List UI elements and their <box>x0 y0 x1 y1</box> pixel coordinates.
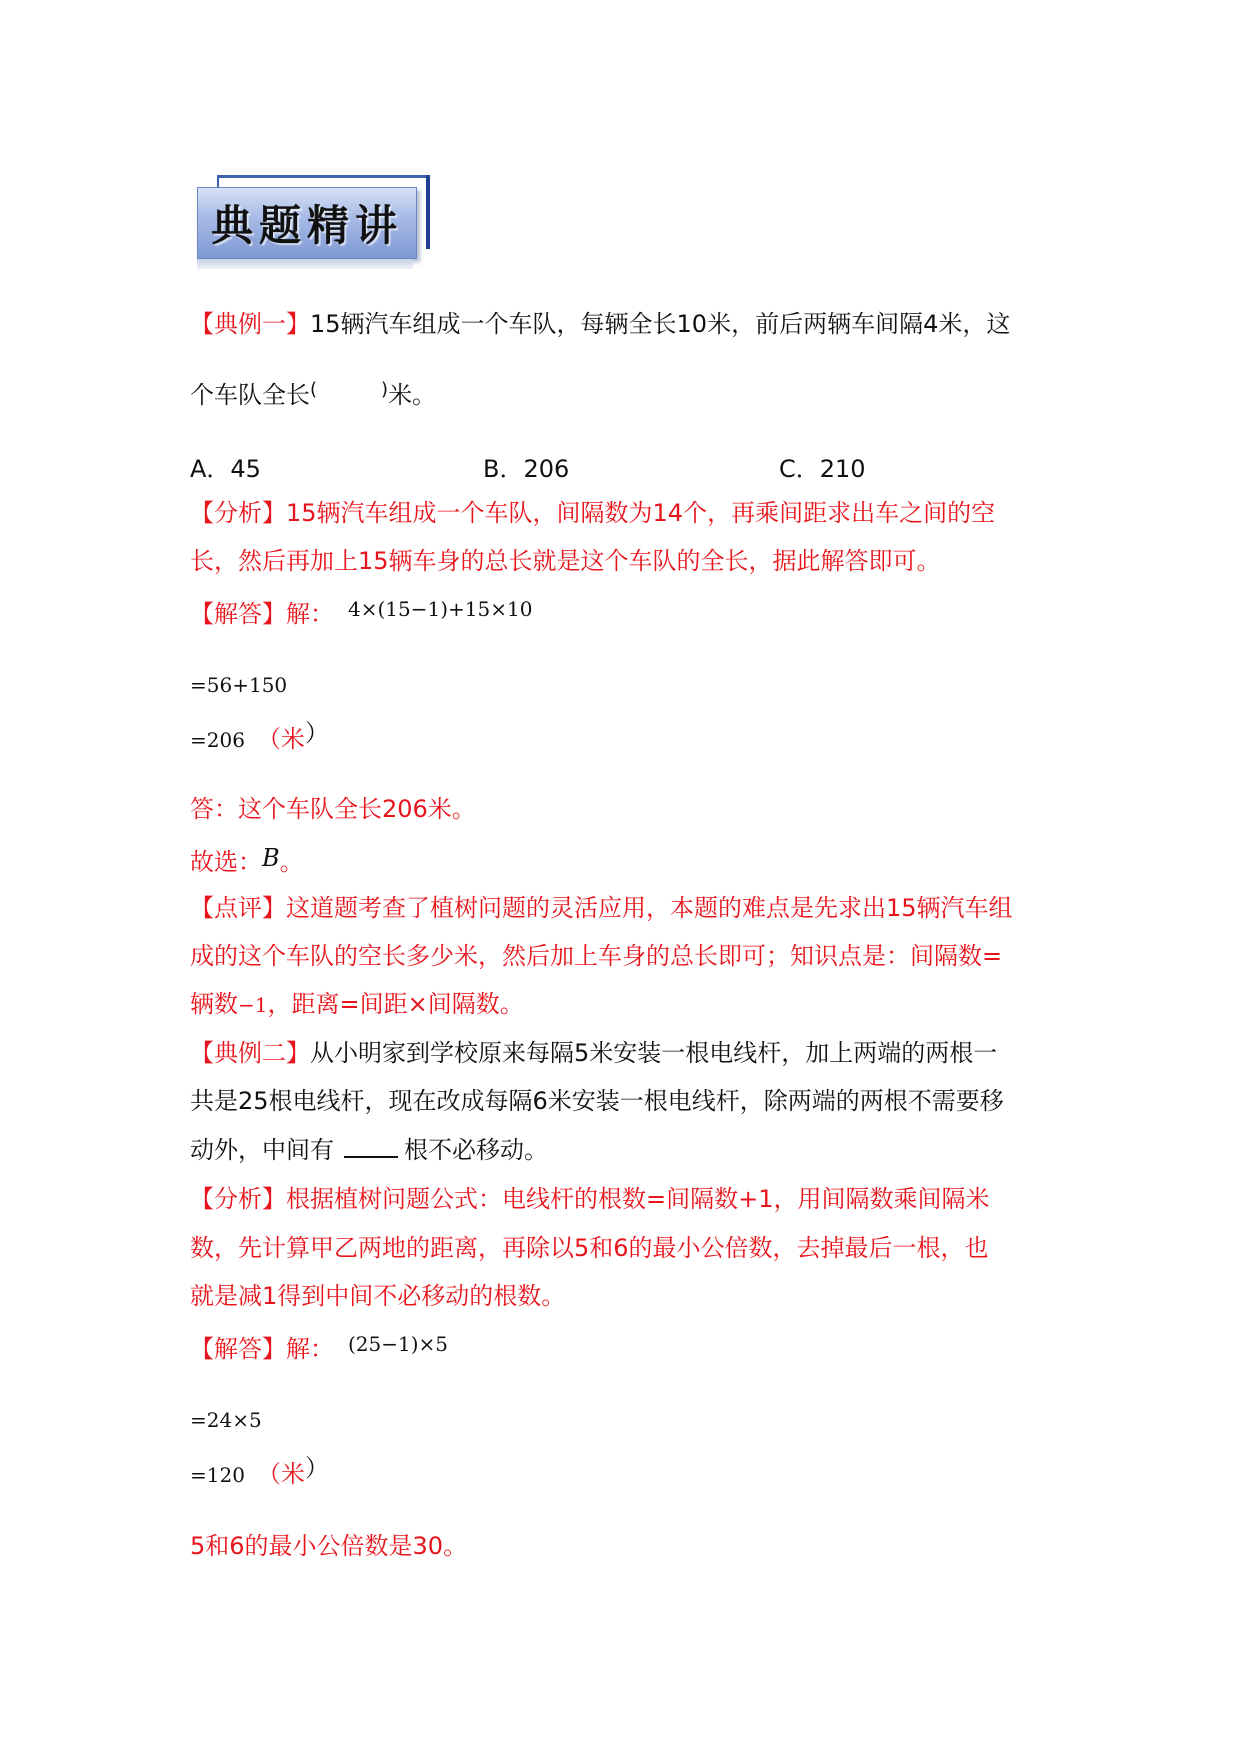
example1-step1 <box>190 668 287 701</box>
example2-analysis-line1 <box>190 1183 990 1215</box>
example2-analysis-line2: 数，先计算甲乙两地的距离，再除以5和6的最小公倍数，去掉最后一根，也 <box>190 1234 989 1262</box>
example1-question-text1: 15辆汽车组成一个车队，每辆全长10米，前后两辆车间隔4米，这 <box>310 310 1011 338</box>
example2-question-text3b: 根不必移动。 <box>404 1136 548 1164</box>
example2-step2 <box>190 1452 329 1491</box>
example1-paren-close: ) <box>381 379 389 400</box>
example1-option-c: C．210 <box>779 455 866 483</box>
section-banner <box>197 171 437 275</box>
example1-question-line2 <box>190 374 436 411</box>
example1-solution-line <box>190 593 532 630</box>
example2-question-line1 <box>190 1037 997 1069</box>
example1-question-line1 <box>190 308 1010 340</box>
example1-comment-math: −1 <box>238 993 268 1017</box>
example2-lcm-line: 5和6的最小公倍数是30。 <box>190 1532 468 1560</box>
example2-solution-expression: (25−1)×5 <box>348 1332 449 1356</box>
example1-answer: 答：这个车队全长206米。 <box>190 795 476 823</box>
example1-analysis-text1: 15辆汽车组成一个车队，间隔数为14个，再乘间距求出车之间的空 <box>286 499 996 527</box>
example2-question-line2: 共是25根电线杆，现在改成每隔6米安装一根电线杆，除两端的两根不需要移 <box>190 1087 1004 1115</box>
example2-solution-line <box>190 1328 448 1365</box>
example1-option-b: B．206 <box>483 455 570 483</box>
example1-analysis-line2: 长，然后再加上15辆车身的总长就是这个车队的全长，据此解答即可。 <box>190 547 941 575</box>
banner-shadow-base <box>197 259 413 269</box>
example2-analysis-line3: 就是减1得到中间不必移动的根数。 <box>190 1282 566 1310</box>
example1-comment-tag: 【点评】 <box>190 894 286 922</box>
example2-question-line3 <box>190 1134 548 1166</box>
example1-paren-open: ( <box>310 379 318 400</box>
example1-step2-close: ） <box>304 719 329 747</box>
example2-step2-expression: =120 <box>190 1463 245 1487</box>
example2-tag: 【典例二】 <box>190 1039 310 1067</box>
example2-question-text1: 从小明家到学校原来每隔5米安装一根电线杆，加上两端的两根一 <box>310 1039 998 1067</box>
example1-choice-end: 。 <box>279 848 304 876</box>
example1-comment-text1: 这道题考查了植树问题的灵活应用，本题的难点是先求出15辆汽车组 <box>286 894 1013 922</box>
example1-tag: 【典例一】 <box>190 310 310 338</box>
banner-title: 典题精讲 <box>210 201 403 250</box>
example1-analysis-tag: 【分析】 <box>190 499 286 527</box>
example1-solution-expression: 4×(15−1)+15×10 <box>348 597 533 621</box>
example2-answer-blank <box>344 1136 398 1158</box>
banner-back-edge <box>426 175 430 249</box>
example1-analysis-line1 <box>190 497 995 529</box>
example1-comment-line2: 成的这个车队的空长多少米，然后加上车身的总长即可；知识点是：间隔数= <box>190 942 1003 970</box>
example2-question-text3: 动外，中间有 <box>190 1136 334 1164</box>
example1-choice-label: 故选： <box>190 848 262 876</box>
example1-step2-unit: （米 <box>256 725 305 753</box>
example1-question-text2: 个车队全长 <box>190 381 310 409</box>
example1-option-a: A．45 <box>190 455 261 483</box>
example1-choice <box>190 842 304 878</box>
example1-step2-expression: =206 <box>190 728 245 752</box>
example2-step1 <box>190 1403 262 1436</box>
example1-comment-line3 <box>190 988 524 1021</box>
example2-step2-unit: （米 <box>256 1460 305 1488</box>
example1-comment-text3a: 辆数 <box>190 990 238 1018</box>
example1-choice-value: B <box>262 844 280 872</box>
example2-solution-tag: 【解答】解： <box>190 1335 334 1363</box>
example1-question-unit: 米。 <box>388 381 437 409</box>
example2-analysis-text1: 根据植树问题公式：电线杆的根数=间隔数+1，用间隔数乘间隔米 <box>286 1185 990 1213</box>
example1-step1-expression: =56+150 <box>190 673 288 697</box>
example2-step1-expression: =24×5 <box>190 1408 262 1432</box>
example1-solution-tag: 【解答】解： <box>190 600 334 628</box>
example2-step2-close: ） <box>304 1454 329 1482</box>
example2-analysis-tag: 【分析】 <box>190 1185 286 1213</box>
example1-step2 <box>190 717 329 756</box>
example1-comment-text3c: ，距离=间距×间隔数。 <box>267 990 524 1018</box>
example1-comment-line1 <box>190 892 1013 924</box>
